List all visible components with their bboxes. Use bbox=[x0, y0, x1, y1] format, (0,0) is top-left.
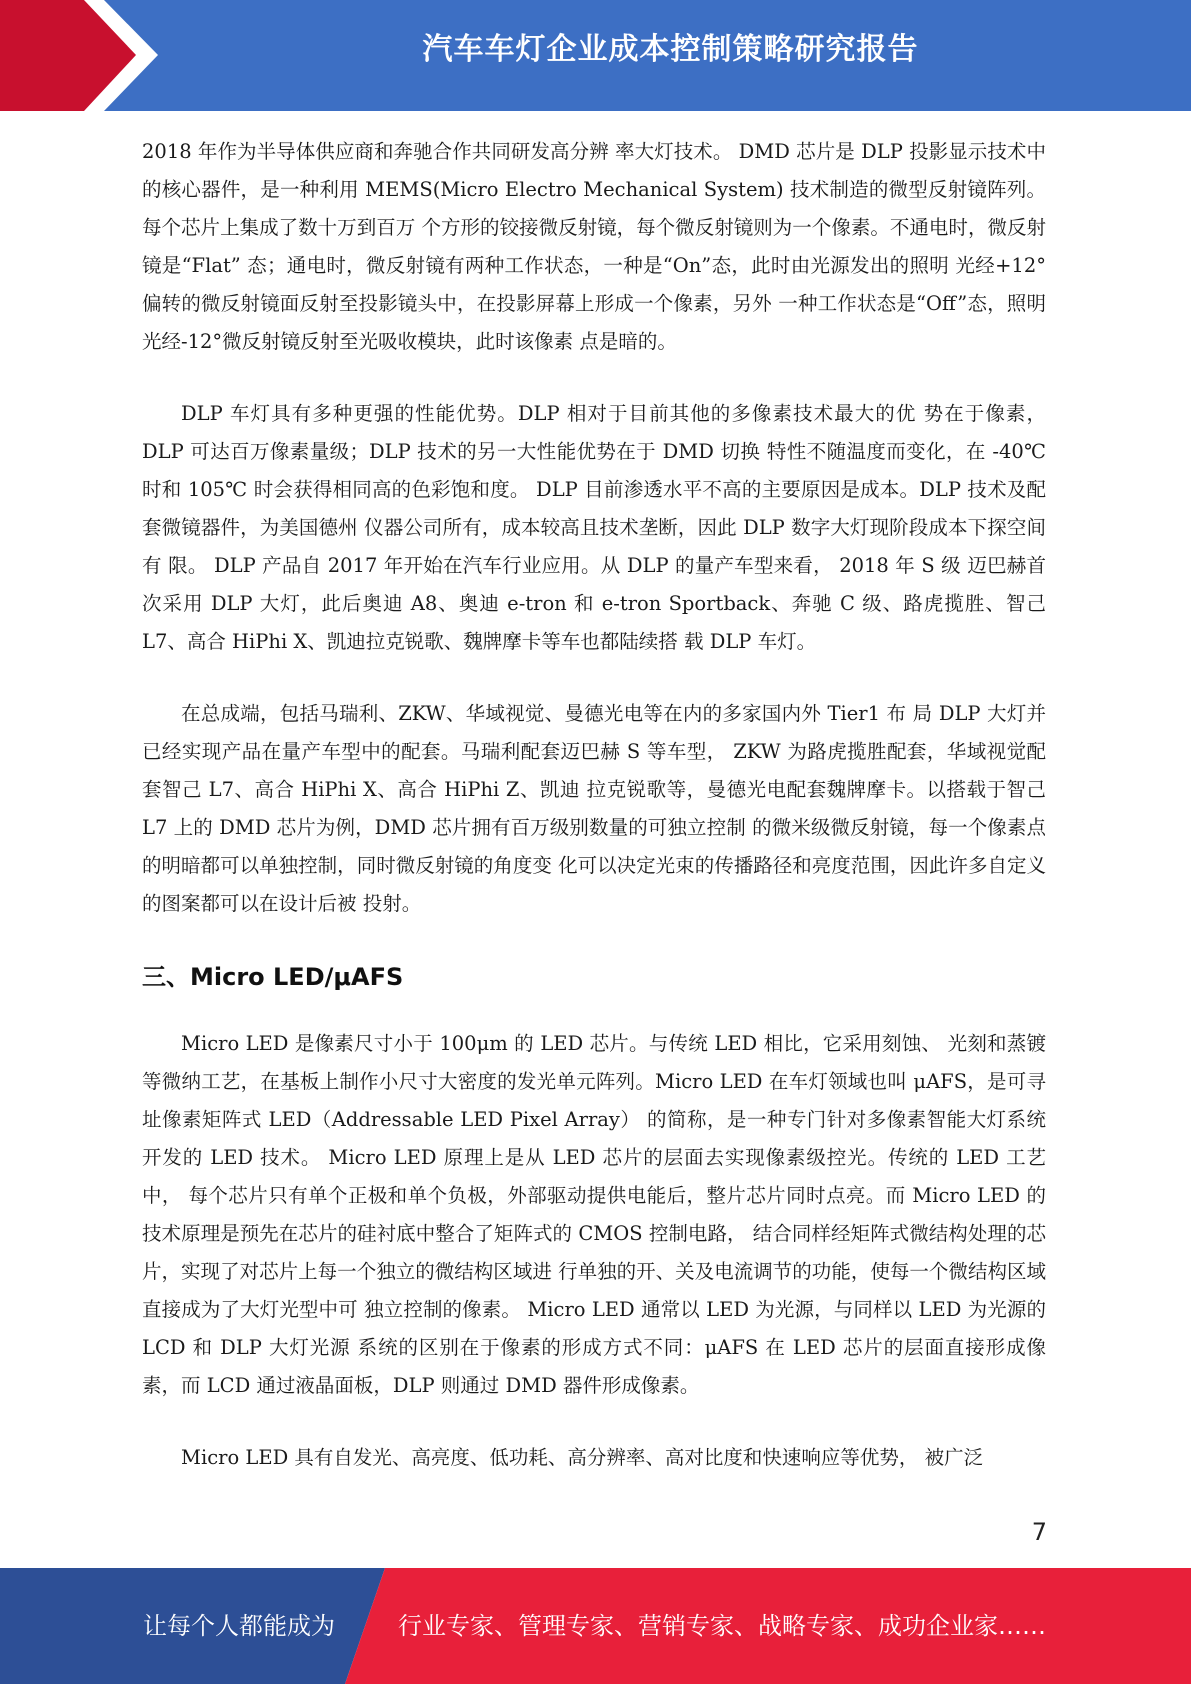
paragraph-dlp-suppliers: 在总成端，包括马瑞利、ZKW、华域视觉、曼德光电等在内的多家国内外 Tier1 布 局 DLP 大灯并已经实现产品在量产车型中的配套。马瑞利配套迈巴赫 S 等车型， ZKW 为路虎揽胜配套，华域视觉配套智己 L7、高合 HiPhi X、高合 HiPhi Z、凯迪 拉克锐歌等，曼德光电配套魏牌摩卡。以搭载于智己 L7 上的 DMD 芯片为例，DMD 芯片拥有百万级别数量的可独立控制 的微米级微反射镜，每一个像素点的明暗都可以单独控制，同时微反射镜的角度变 化可以决定光束的传播路径和亮度范围，因此许多自定义的图案都可以在设计后被 投射。 bbox=[142, 702, 1046, 915]
paragraph-micro-led-intro: Micro LED 是像素尺寸小于 100μm 的 LED 芯片。与传统 LED 相比，它采用刻蚀、 光刻和蒸镀等微纳工艺，在基板上制作小尺寸大密度的发光单元阵列。Micro LED 在车灯领域也叫 μAFS，是可寻址像素矩阵式 LED（Addressable LED Pixel Array） 的简称，是一种专门针对多像素智能大灯系统开发的 LED 技术。 Micro LED 原理上是从 LED 芯片的层面去实现像素级控光。传统的 LED 工艺中， 每个芯片只有单个正极和单个负极，外部驱动提供电能后，整片芯片同时点亮。而 Micro LED 的技术原理是预先在芯片的硅衬底中整合了矩阵式的 CMOS 控制电路， 结合同样经矩阵式微结构处理的芯片，实现了对芯片上每一个独立的微结构区域进 行单独的开、关及电流调节的功能，使每一个微结构区域直接成为了大灯光型中可 独立控制的像素。 Micro LED 通常以 LED 为光源，与同样以 LED 为光源的 LCD 和 DLP 大灯光源 系统的区别在于像素的形成方式不同：μAFS 在 LED 芯片的层面直接形成像素，而 LCD 通过液晶面板，DLP 则通过 DMD 器件形成像素。 bbox=[142, 1032, 1046, 1397]
header-arrow-decoration bbox=[0, 0, 160, 111]
footer-slogan-left: 让每个人都能成为 bbox=[143, 1612, 335, 1640]
section-heading-micro-led: 三、Micro LED/μAFS bbox=[142, 963, 404, 991]
paragraph-dlp-advantages: DLP 车灯具有多种更强的性能优势。DLP 相对于目前其他的多像素技术最大的优 势在于像素，DLP 可达百万像素量级；DLP 技术的另一大性能优势在于 DMD 切换 特性不随温度而变化，在 -40℃ 时和 105℃ 时会获得相同高的色彩饱和度。 DLP 目前渗透水平不高的主要原因是成本。DLP 技术及配套微镜器件，为美国德州 仪器公司所有，成本较高且技术垄断，因此 DLP 数字大灯现阶段成本下探空间有 限。 DLP 产品自 2017 年开始在汽车行业应用。从 DLP 的量产车型来看， 2018 年 S 级 迈巴赫首次采用 DLP 大灯，此后奥迪 A8、奥迪 e-tron 和 e-tron Sportback、奔驰 C 级、路虎揽胜、智己 L7、高合 HiPhi X、凯迪拉克锐歌、魏牌摩卡等车也都陆续搭 载 DLP 车灯。 bbox=[142, 402, 1046, 653]
page-header bbox=[0, 0, 1191, 111]
paragraph-dmd-intro: 2018 年作为半导体供应商和奔驰合作共同研发高分辨 率大灯技术。 DMD 芯片是 DLP 投影显示技术中的核心器件，是一种利用 MEMS(Micro Electro Mechanical System) 技术制造的微型反射镜阵列。每个芯片上集成了数十万到百万 个方形的铰接微反射镜，每个微反射镜则为一个像素。不通电时，微反射镜是“Flat” 态；通电时，微反射镜有两种工作状态，一种是“On”态，此时由光源发出的照明 光经+12°偏转的微反射镜面反射至投影镜头中，在投影屏幕上形成一个像素，另外 一种工作状态是“Off”态，照明光经-12°微反射镜反射至光吸收模块，此时该像素 点是暗的。 bbox=[142, 140, 1046, 353]
footer-slogan-right: 行业专家、管理专家、营销专家、战略专家、成功企业家…… bbox=[398, 1612, 1046, 1640]
document-body bbox=[142, 133, 1046, 1511]
paragraph-micro-led-advantages: Micro LED 具有自发光、高亮度、低功耗、高分辨率、高对比度和快速响应等优势， 被广泛 bbox=[181, 1446, 984, 1469]
document-title: 汽车车灯企业成本控制策略研究报告 bbox=[422, 32, 919, 67]
page-number: 7 bbox=[1031, 1518, 1047, 1546]
page-footer bbox=[0, 1568, 1191, 1684]
